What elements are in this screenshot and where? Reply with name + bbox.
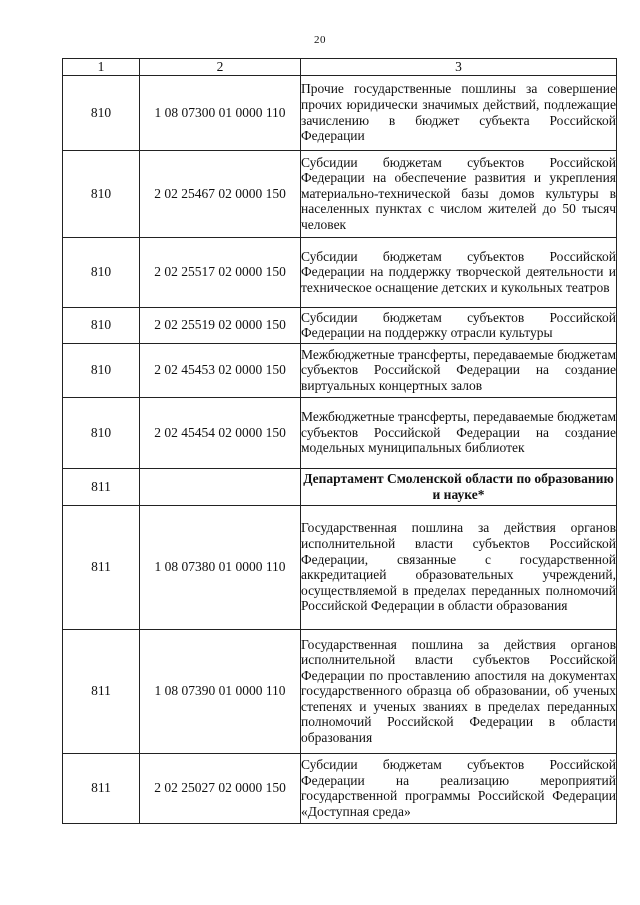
admin-code-cell: 810 (63, 397, 140, 468)
admin-code-cell: 810 (63, 343, 140, 397)
revenue-name-cell: Межбюджетные трансферты, передаваемые бюджетам субъектов Российской Федерации на создание виртуальных концертных залов (301, 343, 617, 397)
page-number: 20 (314, 34, 326, 46)
department-heading-cell: Департамент Смоленской области по образованию и науке* (301, 468, 617, 505)
revenue-code-cell: 2 02 45453 02 0000 150 (140, 343, 301, 397)
admin-code-cell: 810 (63, 75, 140, 150)
revenue-code-cell: 2 02 25517 02 0000 150 (140, 237, 301, 307)
revenue-code-cell: 2 02 25027 02 0000 150 (140, 753, 301, 823)
admin-code-cell: 810 (63, 237, 140, 307)
revenue-name-cell: Межбюджетные трансферты, передаваемые бюджетам субъектов Российской Федерации на создание модельных муниципальных библиотек (301, 397, 617, 468)
revenue-name-cell: Государственная пошлина за действия органов исполнительной власти субъектов Российской Федерации по проставлению апостиля на документах государственного образца об образовании, об ученых степенях и ученых званиях в пределах переданных полномочий Российской Федерации в области образования (301, 629, 617, 753)
revenue-name-cell: Субсидии бюджетам субъектов Российской Федерации на поддержку творческой деятельности и техническое оснащение детских и кукольных театров (301, 237, 617, 307)
revenue-name-cell: Государственная пошлина за действия органов исполнительной власти субъектов Российской Федерации, связанные с государственной аккредитацией образовательных учреждений, осуществляемой в пределах переданных полномочий Российской Федерации в области образования (301, 505, 617, 629)
admin-code-cell: 810 (63, 307, 140, 343)
table-row (63, 343, 617, 397)
revenue-code-cell: 2 02 25467 02 0000 150 (140, 150, 301, 237)
revenue-code-cell: 2 02 45454 02 0000 150 (140, 397, 301, 468)
admin-code-cell: 811 (63, 468, 140, 505)
table-row (63, 629, 617, 753)
revenue-name-cell: Субсидии бюджетам субъектов Российской Федерации на поддержку отрасли культуры (301, 307, 617, 343)
table-row (63, 468, 617, 505)
revenue-name-cell: Субсидии бюджетам субъектов Российской Федерации на обеспечение развития и укрепления материально-технической базы домов культуры в населенных пунктах с числом жителей до 50 тысяч человек (301, 150, 617, 237)
revenue-code-cell: 1 08 07300 01 0000 110 (140, 75, 301, 150)
admin-code-cell: 811 (63, 505, 140, 629)
revenue-code-cell: 2 02 25519 02 0000 150 (140, 307, 301, 343)
admin-code-cell: 811 (63, 753, 140, 823)
table-header-row (63, 59, 617, 76)
revenue-codes-table (62, 58, 617, 824)
admin-code-cell: 810 (63, 150, 140, 237)
table-row (63, 75, 617, 150)
table-row (63, 237, 617, 307)
revenue-name-cell: Субсидии бюджетам субъектов Российской Федерации на реализацию мероприятий государственной программы Российской Федерации «Доступная среда» (301, 753, 617, 823)
revenue-name-cell: Прочие государственные пошлины за совершение прочих юридически значимых действий, подлежащие зачислению в бюджет субъекта Российской Федерации (301, 75, 617, 150)
table-row (63, 150, 617, 237)
column-header-3: 3 (301, 59, 617, 76)
column-header-1: 1 (63, 59, 140, 76)
table-row (63, 307, 617, 343)
revenue-code-cell: 1 08 07380 01 0000 110 (140, 505, 301, 629)
table-row (63, 505, 617, 629)
table-row (63, 397, 617, 468)
admin-code-cell: 811 (63, 629, 140, 753)
table-row (63, 753, 617, 823)
revenue-code-cell: 1 08 07390 01 0000 110 (140, 629, 301, 753)
column-header-2: 2 (140, 59, 301, 76)
revenue-code-cell (140, 468, 301, 505)
